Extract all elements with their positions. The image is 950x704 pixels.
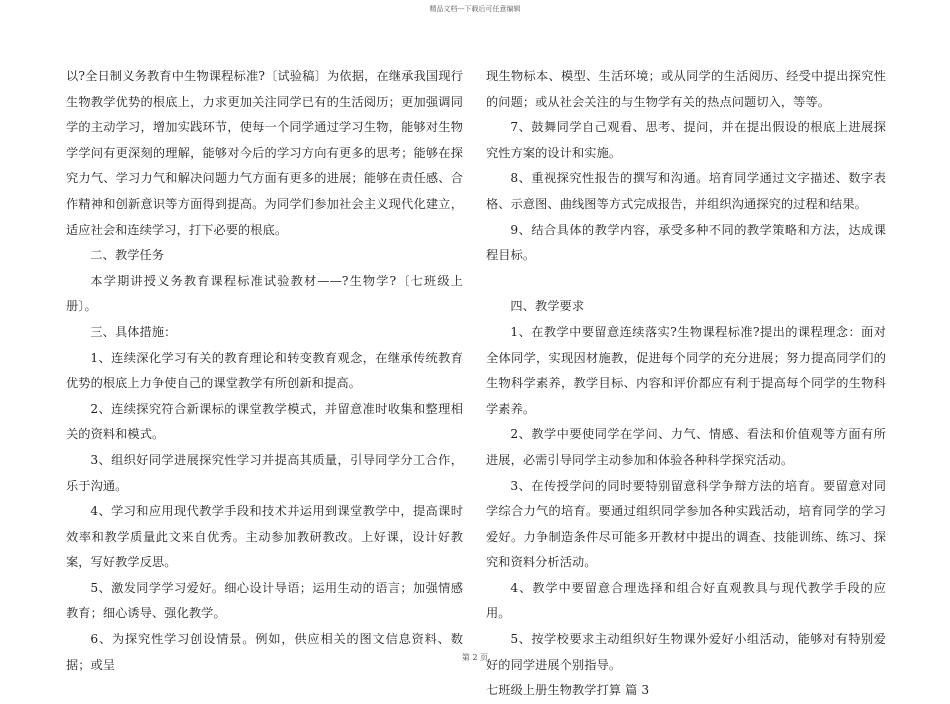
right-column [486, 64, 886, 704]
section-heading-requirements: 四、教学要求 [510, 299, 585, 314]
next-section-title: 七班级上册生物教学打算 篇 3 [486, 683, 650, 698]
measure-item-5: 5、激发同学学习爱好。细心设计导语；运用生动的语言；加强情感教育；细心诱导、强化教学。 [66, 580, 463, 621]
section-heading-teaching-tasks: 二、教学任务 [90, 248, 165, 263]
left-column [66, 64, 463, 678]
paragraph-tasks: 本学期讲授义务教育课程标准试验教材——?生物学?〔七班级上册〕。 [66, 273, 463, 314]
measure-item-1: 1、连续深化学习有关的教育理论和转变教育观念，在继承传统教育优势的根底上力争使自己的课堂教学有所创新和提高。 [66, 350, 463, 391]
measure-item-2: 2、连续探究符合新课标的课堂教学模式，并留意准时收集和整理相关的资料和模式。 [66, 401, 463, 442]
measure-item-7: 7、鼓舞同学自己观看、思考、提问，并在提出假设的根底上进展探究性方案的设计和实施。 [486, 120, 886, 160]
measure-item-4: 4、学习和应用现代教学手段和技术并运用到课堂教学中，提高课时效率和教学质量此文来自优秀。主动参加教研教改。上好课，设计好教案，写好教学反思。 [66, 504, 463, 570]
blank-line [486, 269, 886, 295]
requirement-item-3: 3、在传授学问的同时要特别留意科学争辩方法的培育。要留意对同学综合力气的培育。要通过组织同学参加各种实践活动，培育同学的学习爱好。力争制造条件尽可能多开教材中提出的调查、技能训练、练习、探究和资料分析活动。 [486, 478, 886, 570]
measure-item-6: 6、为探究性学习创设情景。例如，供应相关的图文信息资料、数据；或呈 [66, 632, 463, 672]
paragraph-intro: 以?全日制义务教育中生物课程标准?〔试验稿〕为依据，在继承我国现行生物教学优势的根底上，力求更加关注同学已有的生活阅历；更加强调同学的主动学习，增加实践环节，使每一个同学通过学习生物，能够对生物学学问有更深刻的理解，能够对今后的学习方向有更多的思考；能够在探究力气、学习力气和解决问题力气方面有更多的进展；能够在责任感、合作精神和创新意识等方面得到提高。为同学们参加社会主义现代化建立，适应社会和连续学习，打下必要的根底。 [66, 69, 463, 237]
measure-item-9: 9、结合具体的教学内容，承受多种不同的教学策略和方法，达成课程目标。 [486, 222, 886, 263]
section-heading-measures: 三、具体措施： [90, 324, 177, 339]
measure-item-8: 8、重视探究性报告的撰写和沟通。培育同学通过文字描述、数字表格、示意图、曲线图等方式完成报告，并组织沟通探究的过程和结果。 [486, 171, 886, 211]
requirement-item-4: 4、教学中要留意合理选择和组合好直观教具与现代教学手段的应用。 [486, 580, 886, 621]
page-header: 精品文档---下载后可任意编辑 [429, 5, 521, 13]
requirement-item-2: 2、教学中要使同学在学问、力气、情感、看法和价值观等方面有所进展，必需引导同学主动参加和体验各种科学探究活动。 [486, 427, 886, 467]
measure-item-6-continued: 现生物标本、模型、生活环境；或从同学的生活阅历、经受中提出探究性的问题；或从社会关注的与生物学有关的热点问题切入，等等。 [486, 69, 886, 109]
measure-item-3: 3、组织好同学进展探究性学习并提高其质量，引导同学分工合作，乐于沟通。 [66, 452, 463, 493]
page-number: 第 2 页 [461, 653, 489, 662]
requirement-item-1: 1、在教学中要留意连续落实?生物课程标准?提出的课程理念：面对全体同学，实现因材施教，促进每个同学的充分进展；努力提高同学们的生物科学素养，教学目标、内容和评价都应有利于提高每个同学的生物科学素养。 [486, 324, 886, 416]
requirement-item-5: 5、按学校要求主动组织好生物课外爱好小组活动，能够对有特别爱好的同学进展个别指导。 [486, 632, 886, 672]
